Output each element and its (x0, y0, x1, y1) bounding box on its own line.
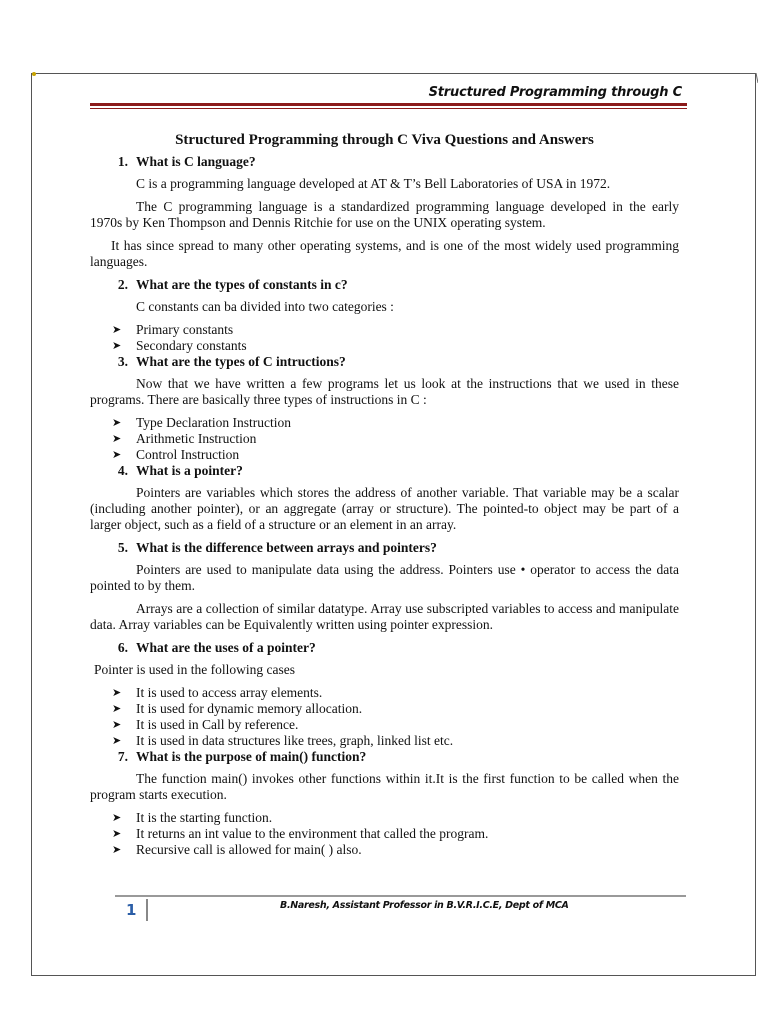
footer-rule (115, 895, 686, 897)
question-text: What are the uses of a pointer? (136, 640, 316, 655)
page-number: 1 (126, 901, 137, 919)
list-item: ➤ Recursive call is allowed for main( ) also. (90, 842, 679, 858)
question-2 (90, 277, 679, 293)
answer-paragraph: The function main() invokes other functions within it.It is the first function to be called when the program starts execution. (90, 771, 679, 802)
page-fold-icon (740, 73, 758, 83)
list-item: ➤ Arithmetic Instruction (90, 431, 679, 447)
question-number: 7. (117, 749, 128, 764)
question-number: 2. (117, 277, 128, 292)
document-title: Structured Programming through C Viva Questions and Answers (175, 132, 594, 148)
bullet-list (90, 810, 679, 858)
answer-paragraph: C constants can ba divided into two categories : (136, 299, 394, 314)
question-number: 6. (117, 640, 128, 655)
question-text: What is the difference between arrays and pointers? (136, 540, 437, 555)
question-text: What are the types of constants in c? (136, 277, 348, 292)
bullet-list (90, 322, 679, 354)
bullet-list (90, 415, 679, 463)
list-item: ➤ Control Instruction (90, 447, 679, 463)
question-3 (90, 354, 679, 370)
question-4 (90, 463, 679, 479)
list-item: ➤ It is used to access array elements. (90, 685, 679, 701)
question-number: 5. (117, 540, 128, 555)
footer-author: B.Naresh, Assistant Professor in B.V.R.I.C.E, Dept of MCA (280, 900, 569, 911)
list-item: ➤ It returns an int value to the environment that called the program. (90, 826, 679, 842)
list-item: ➤ It is used in data structures like trees, graph, linked list etc. (90, 733, 679, 749)
list-item: ➤ Primary constants (90, 322, 679, 338)
answer-paragraph: The C programming language is a standardized programming language developed in the early 1970s by Ken Thompson and Dennis Ritchie for use on the UNIX operating system. (90, 199, 679, 230)
bullet-list (90, 685, 679, 749)
list-item: ➤ It is used for dynamic memory allocation. (90, 701, 679, 717)
header-rule-thin (90, 108, 687, 109)
answer-paragraph: C is a programming language developed at AT & T’s Bell Laboratories of USA in 1972. (136, 176, 611, 191)
list-item: ➤ It is used in Call by reference. (90, 717, 679, 733)
corner-mark (32, 72, 36, 76)
answer-paragraph: Pointer is used in the following cases (94, 662, 295, 677)
answer-paragraph: It has since spread to many other operating systems, and is one of the most widely used programming languages. (90, 238, 679, 269)
answer-paragraph: Now that we have written a few programs let us look at the instructions that we used in these programs. There are basically three types of instructions in C : (90, 376, 679, 407)
question-number: 4. (117, 463, 128, 478)
question-text: What is a pointer? (136, 463, 243, 478)
list-item: ➤ Secondary constants (90, 338, 679, 354)
page-number-divider (146, 899, 148, 921)
answer-paragraph: Arrays are a collection of similar datatype. Array use subscripted variables to access and manipulate data. Array variables can be Equivalently written using pointer expression. (90, 601, 679, 632)
question-1 (90, 154, 679, 170)
list-item: ➤ It is the starting function. (90, 810, 679, 826)
question-number: 3. (117, 354, 128, 369)
list-item: ➤ Type Declaration Instruction (90, 415, 679, 431)
question-text: What are the types of C intructions? (136, 354, 346, 369)
header-rule (90, 103, 687, 106)
document-body (90, 128, 679, 858)
question-number: 1. (117, 154, 128, 169)
question-text: What is the purpose of main() function? (136, 749, 367, 764)
answer-paragraph: Pointers are used to manipulate data using the address. Pointers use • operator to access the data pointed to by them. (90, 562, 679, 593)
answer-paragraph: Pointers are variables which stores the address of another variable. That variable may be a scalar (including another pointer), or an aggregate (array or structure). The pointed-to object may be part of a larger object, such as a field of a structure or an element in an array. (90, 485, 679, 532)
question-6 (90, 640, 679, 656)
header-title: Structured Programming through C (428, 85, 682, 100)
question-7 (90, 749, 679, 765)
question-5 (90, 540, 679, 556)
question-text: What is C language? (136, 154, 256, 169)
